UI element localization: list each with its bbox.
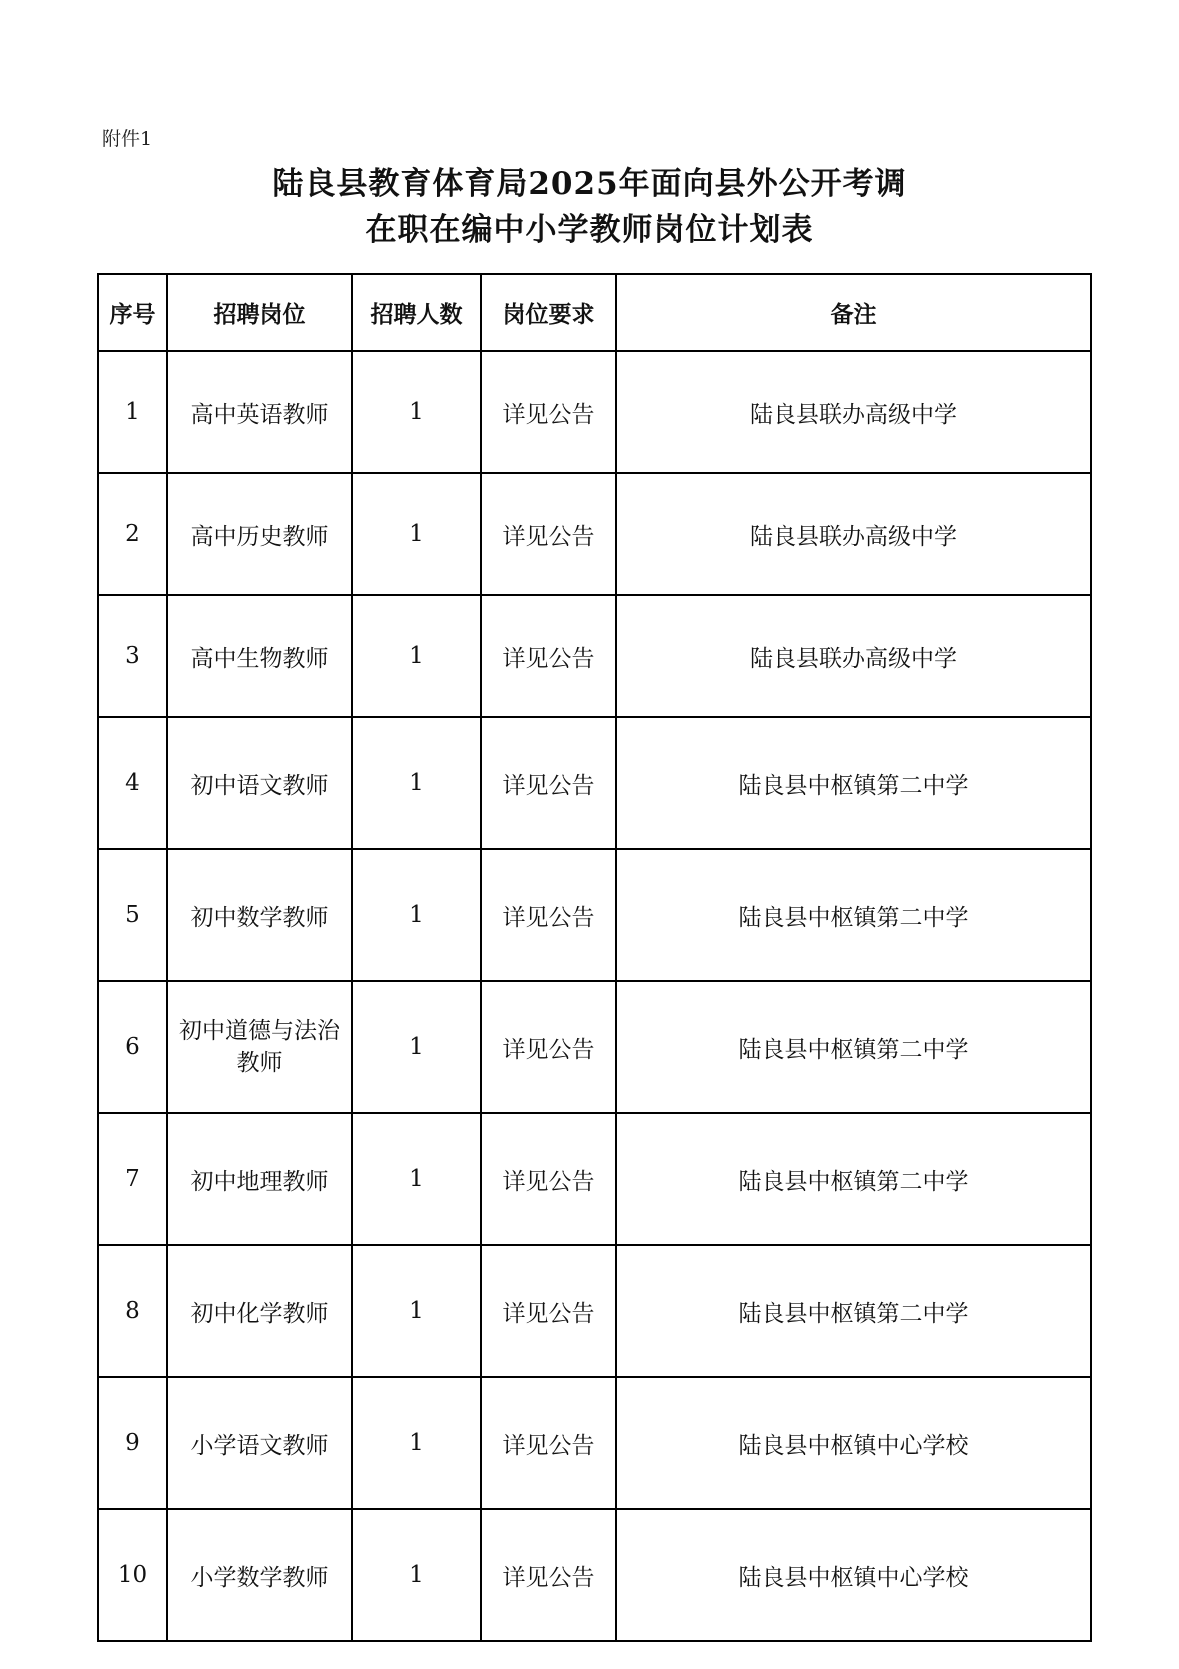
cell-requirement: 详见公告 — [481, 1509, 616, 1641]
cell-headcount: 1 — [352, 717, 481, 849]
cell-headcount: 1 — [352, 1113, 481, 1245]
cell-note: 陆良县中枢镇中心学校 — [616, 1377, 1091, 1509]
cell-requirement: 详见公告 — [481, 849, 616, 981]
cell-headcount: 1 — [352, 1377, 481, 1509]
header-position: 招聘岗位 — [167, 274, 352, 351]
cell-headcount: 1 — [352, 595, 481, 717]
cell-note: 陆良县中枢镇第二中学 — [616, 717, 1091, 849]
table-header-row — [98, 274, 1091, 351]
cell-serial-number: 4 — [98, 717, 167, 849]
table-row — [98, 981, 1091, 1113]
cell-requirement: 详见公告 — [481, 473, 616, 595]
cell-position: 初中数学教师 — [167, 849, 352, 981]
cell-note: 陆良县中枢镇第二中学 — [616, 849, 1091, 981]
cell-requirement: 详见公告 — [481, 1113, 616, 1245]
cell-serial-number: 7 — [98, 1113, 167, 1245]
cell-requirement: 详见公告 — [481, 717, 616, 849]
cell-headcount: 1 — [352, 981, 481, 1113]
cell-position-line-2: 教师 — [236, 1050, 283, 1076]
cell-requirement: 详见公告 — [481, 981, 616, 1113]
cell-serial-number: 8 — [98, 1245, 167, 1377]
cell-position: 小学数学教师 — [167, 1509, 352, 1641]
cell-position-line-1: 初中道德与法治 — [179, 1018, 340, 1044]
table-row — [98, 351, 1091, 473]
cell-serial-number: 1 — [98, 351, 167, 473]
position-plan-table — [97, 273, 1092, 1642]
header-serial-number: 序号 — [98, 274, 167, 351]
table-row — [98, 595, 1091, 717]
document-title-line-2: 在职在编中小学教师岗位计划表 — [365, 212, 814, 248]
cell-position: 初中语文教师 — [167, 717, 352, 849]
cell-headcount: 1 — [352, 473, 481, 595]
document-title-line-1: 陆良县教育体育局2025年面向县外公开考调 — [272, 166, 907, 202]
table-row — [98, 1245, 1091, 1377]
table-row — [98, 1377, 1091, 1509]
table-row — [98, 1113, 1091, 1245]
table-row — [98, 473, 1091, 595]
cell-headcount: 1 — [352, 351, 481, 473]
cell-requirement: 详见公告 — [481, 1377, 616, 1509]
table-row — [98, 717, 1091, 849]
header-requirement: 岗位要求 — [481, 274, 616, 351]
cell-serial-number: 3 — [98, 595, 167, 717]
cell-requirement: 详见公告 — [481, 1245, 616, 1377]
cell-note: 陆良县中枢镇第二中学 — [616, 1245, 1091, 1377]
cell-headcount: 1 — [352, 849, 481, 981]
header-note: 备注 — [616, 274, 1091, 351]
cell-serial-number: 9 — [98, 1377, 167, 1509]
cell-position: 初中地理教师 — [167, 1113, 352, 1245]
cell-position: 小学语文教师 — [167, 1377, 352, 1509]
cell-headcount: 1 — [352, 1245, 481, 1377]
cell-position: 高中生物教师 — [167, 595, 352, 717]
cell-position: 初中化学教师 — [167, 1245, 352, 1377]
cell-serial-number: 5 — [98, 849, 167, 981]
table-row — [98, 1509, 1091, 1641]
cell-position: 高中英语教师 — [167, 351, 352, 473]
cell-note: 陆良县联办高级中学 — [616, 595, 1091, 717]
attachment-label: 附件1 — [102, 128, 153, 150]
cell-serial-number: 2 — [98, 473, 167, 595]
cell-headcount: 1 — [352, 1509, 481, 1641]
table-row — [98, 849, 1091, 981]
header-headcount: 招聘人数 — [352, 274, 481, 351]
cell-note: 陆良县联办高级中学 — [616, 473, 1091, 595]
cell-note: 陆良县中枢镇第二中学 — [616, 1113, 1091, 1245]
cell-note: 陆良县中枢镇中心学校 — [616, 1509, 1091, 1641]
cell-serial-number: 6 — [98, 981, 167, 1113]
cell-note: 陆良县联办高级中学 — [616, 351, 1091, 473]
cell-requirement: 详见公告 — [481, 351, 616, 473]
cell-position — [167, 981, 352, 1113]
cell-serial-number: 10 — [98, 1509, 167, 1641]
cell-requirement: 详见公告 — [481, 595, 616, 717]
cell-position: 高中历史教师 — [167, 473, 352, 595]
cell-note: 陆良县中枢镇第二中学 — [616, 981, 1091, 1113]
